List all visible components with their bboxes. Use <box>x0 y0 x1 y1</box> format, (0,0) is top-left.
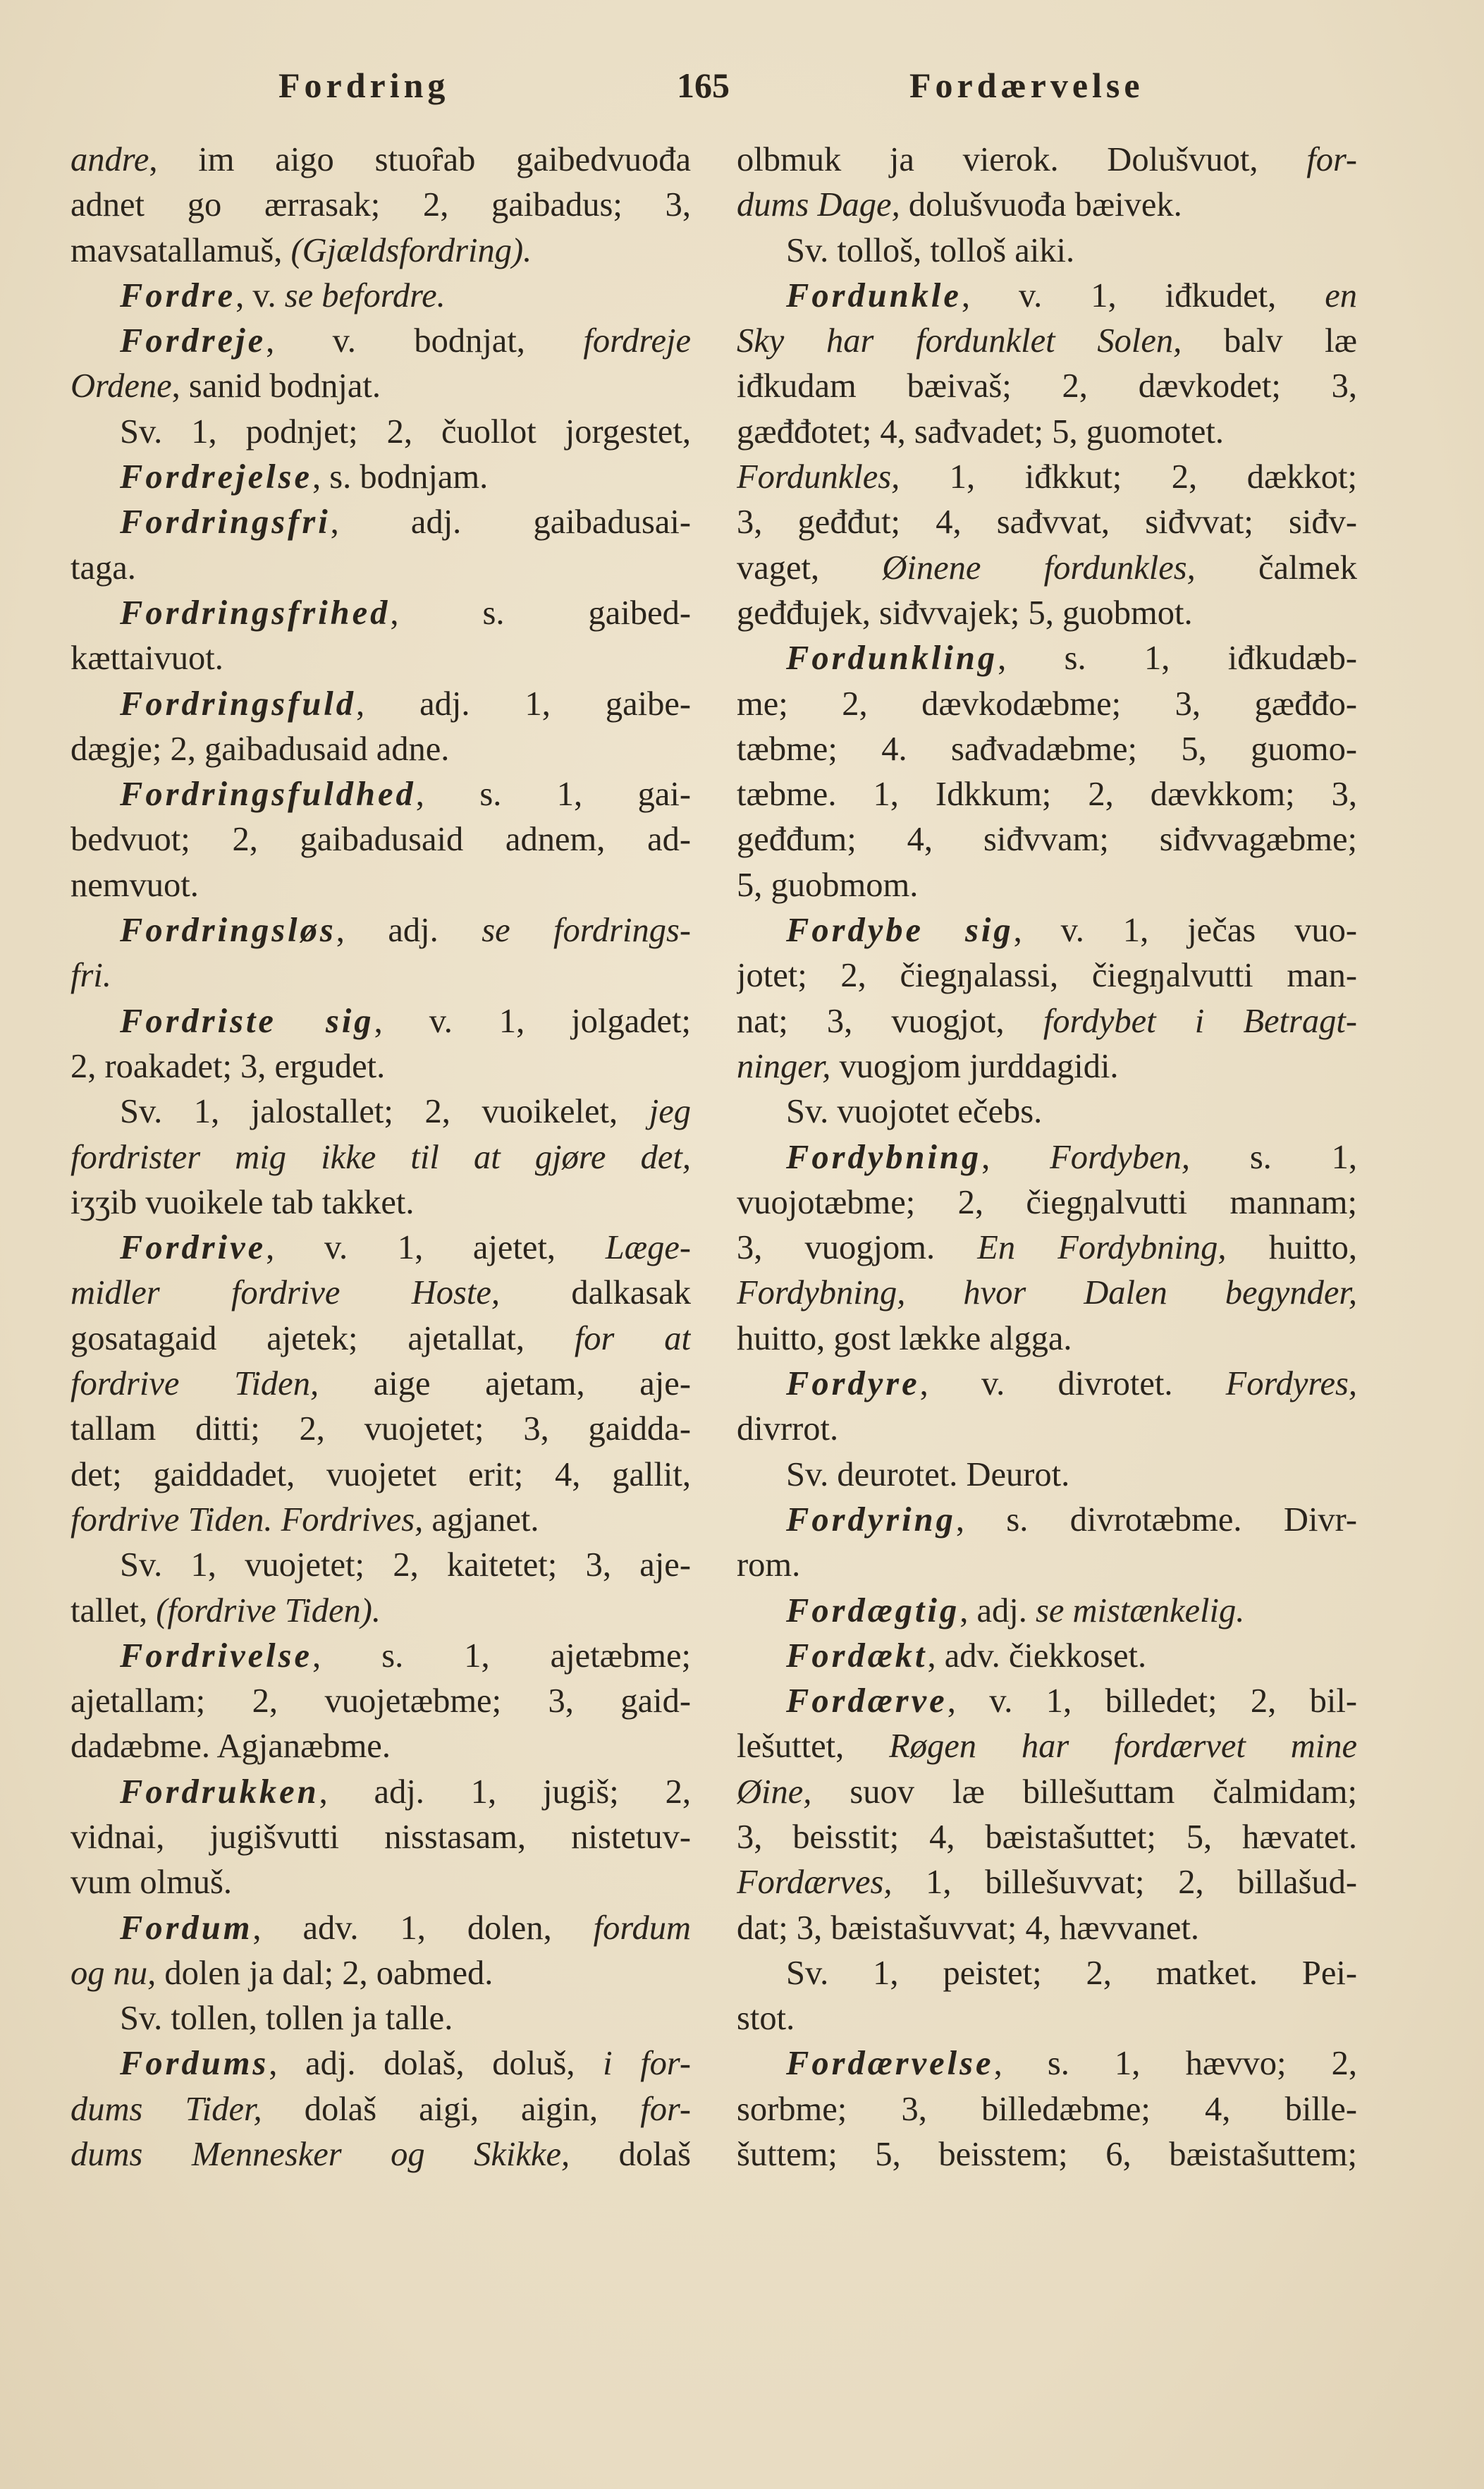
text-line <box>737 546 1357 591</box>
text-segment: 3, geđđut; 4, sađvvat, siđvvat; siđv- <box>737 503 1357 542</box>
text-line <box>70 183 691 228</box>
headword: Fordunkling <box>786 640 998 678</box>
text-segment: , adj. gaibadusai- <box>330 503 691 542</box>
headword: Fordærve <box>786 1682 948 1720</box>
text-segment: iʒʒib vuoikele tab takket. <box>70 1183 415 1221</box>
text-line <box>70 1589 691 1634</box>
text-segment: Sv. tolloš, tolloš aiki. <box>786 231 1075 269</box>
text-line <box>737 1679 1357 1724</box>
text-segment: Sv. deurotet. Deurot. <box>786 1455 1070 1493</box>
text-line <box>70 1180 691 1225</box>
text-segment: , sanid bodnjat. <box>171 367 381 405</box>
text-line <box>737 1044 1357 1089</box>
italic-text: Øine, <box>737 1773 812 1811</box>
headword: Fordrive <box>120 1229 266 1267</box>
italic-text: Ordene <box>70 367 172 405</box>
italic-text: Fordyres, <box>1225 1365 1357 1403</box>
text-segment: tallam ditti; 2, vuojetet; 3, gaidda- <box>70 1410 691 1448</box>
text-segment: suov læ billešuttam čalmidam; <box>811 1773 1357 1811</box>
text-segment: , v. 1, billedet; 2, bil- <box>947 1682 1357 1720</box>
text-segment: jotet; 2, čiegŋalassi, čiegŋalvutti man- <box>737 957 1357 995</box>
text-line <box>70 2132 691 2177</box>
text-line <box>70 1815 691 1860</box>
text-line <box>70 1089 691 1135</box>
italic-text: i for- <box>603 2045 691 2083</box>
italic-text: fordybet i Betragt- <box>1043 1002 1357 1040</box>
text-segment: dolen ja dal; 2, oabmed. <box>156 1954 493 1992</box>
text-line <box>70 500 691 545</box>
text-segment: šuttem; 5, beisstem; 6, bæistašuttem; <box>737 2136 1357 2174</box>
text-segment: det; gaiddadet, vuojetet erit; 4, gallit, <box>70 1455 691 1493</box>
text-segment: Sv. vuojotet ečebs. <box>786 1093 1043 1131</box>
text-segment: , v. 1, jolgadet; <box>374 1002 691 1040</box>
text-line <box>737 1589 1357 1634</box>
italic-text: Øinene fordunkles, <box>882 549 1196 587</box>
italic-text: Sky har fordunklet Solen, <box>737 322 1182 360</box>
italic-text: fordrive Tiden. Fordrives, <box>70 1500 424 1539</box>
text-segment: olbmuk ja vierok. Dolušvuot, <box>737 141 1307 178</box>
text-segment: 2, roakadet; 3, ergudet. <box>70 1047 386 1085</box>
text-segment: dægje; 2, gaibadusaid adne. <box>70 730 450 768</box>
text-line <box>70 953 691 998</box>
text-segment: čalmek <box>1195 549 1357 587</box>
text-segment: mavsatallamuš, <box>70 231 291 269</box>
page-number: 165 <box>677 66 730 105</box>
text-segment: vum olmuš. <box>70 1864 233 1902</box>
text-line <box>737 183 1357 228</box>
text-line <box>737 1906 1357 1951</box>
text-segment: lešuttet, <box>737 1727 890 1766</box>
headword: Fordringsfuldhed <box>120 776 416 814</box>
text-segment: Sv. 1, jalostallet; 2, vuoikelet, <box>120 1093 649 1131</box>
header-last-word: Fordærvelse <box>909 66 1144 105</box>
text-line <box>70 546 691 591</box>
text-line <box>737 908 1357 953</box>
text-segment: dalkasak <box>500 1274 691 1312</box>
headword: Fordybe sig <box>786 912 1014 950</box>
text-line <box>737 1724 1357 1769</box>
left-column <box>70 137 691 2177</box>
text-segment: 3, beisstit; 4, bæistašuttet; 5, hævatet. <box>737 1818 1357 1856</box>
text-segment: , v. bodnjat, <box>266 322 584 360</box>
text-segment: dolaš aigi, aigin, <box>262 2090 641 2128</box>
text-segment: dat; 3, bæistašuvvat; 4, hævvanet. <box>737 1909 1200 1947</box>
text-line <box>737 1407 1357 1452</box>
text-line <box>737 1225 1357 1271</box>
text-segment: iđkudam bæivaš; 2, dævkodet; 3, <box>737 367 1357 405</box>
text-segment: , s. bodnjam. <box>312 458 489 496</box>
text-line <box>737 1362 1357 1407</box>
text-line <box>737 1271 1357 1316</box>
text-segment: tallet, <box>70 1591 157 1629</box>
text-segment: sorbme; 3, billedæbme; 4, bille- <box>737 2090 1357 2128</box>
text-line <box>70 1860 691 1905</box>
headword: Fordre <box>120 276 236 314</box>
text-segment: me; 2, dævkodæbme; 3, gæđđo- <box>737 685 1357 723</box>
text-segment: 5, guobmom. <box>737 866 919 904</box>
text-line <box>70 1316 691 1362</box>
page-header <box>0 65 1484 121</box>
italic-text: ninger, <box>737 1047 831 1085</box>
text-segment: 1, billešuvvat; 2, billašud- <box>892 1864 1357 1902</box>
text-line <box>737 500 1357 545</box>
text-line <box>737 410 1357 455</box>
text-line <box>70 1634 691 1679</box>
text-segment: , <box>981 1138 1050 1176</box>
text-segment: taga. <box>70 549 136 587</box>
text-segment: 3, vuogjom. <box>737 1229 978 1267</box>
text-line <box>70 1679 691 1724</box>
text-line <box>70 2087 691 2132</box>
italic-text: Røgen har fordærvet mine <box>889 1727 1357 1766</box>
text-line <box>70 636 691 681</box>
text-line <box>737 1951 1357 1996</box>
text-segment: , s. 1, ajetæbme; <box>312 1637 691 1675</box>
headword: Fordægtig <box>786 1591 960 1629</box>
headword: Fordreje <box>120 322 266 360</box>
text-line <box>70 682 691 727</box>
text-segment: , v. 1, iđkudet, <box>961 276 1325 314</box>
text-line <box>70 999 691 1044</box>
headword: Fordrejelse <box>120 458 313 496</box>
headword: Fordybning <box>786 1138 982 1176</box>
italic-text: og nu, <box>70 1954 157 1992</box>
headword: Fordum <box>120 1909 253 1947</box>
italic-text: andre <box>70 141 149 178</box>
text-line <box>70 319 691 364</box>
text-segment: , adj. <box>959 1591 1036 1629</box>
text-line <box>737 1543 1357 1588</box>
text-line <box>70 1407 691 1452</box>
italic-text: (fordrive Tiden). <box>156 1591 381 1629</box>
text-line <box>737 591 1357 636</box>
text-line <box>70 1225 691 1271</box>
italic-text: En Fordybning, <box>977 1229 1227 1267</box>
text-segment: , adj. dolaš, doluš, <box>269 2045 603 2083</box>
text-line <box>70 1135 691 1180</box>
text-line <box>70 1453 691 1498</box>
text-segment: huitto, <box>1226 1229 1357 1267</box>
text-line <box>737 2087 1357 2132</box>
headword: Fordærvelse <box>786 2045 994 2083</box>
text-segment: gosatagaid ajetek; ajetallat, <box>70 1319 575 1357</box>
text-segment: dadæbme. Agjanæbme. <box>70 1727 391 1766</box>
italic-text: Fordunkles, <box>737 458 900 496</box>
text-line <box>737 364 1357 409</box>
text-line <box>737 1770 1357 1815</box>
italic-text: fordrister mig ikke til at gjøre det, <box>70 1138 691 1176</box>
text-segment: stot. <box>737 2000 795 2038</box>
text-line <box>737 455 1357 500</box>
text-segment: , adv. čiekkoset. <box>927 1637 1147 1675</box>
italic-text: for at <box>574 1319 691 1357</box>
text-segment: bedvuot; 2, gaibadusaid adnem, ad- <box>70 821 691 859</box>
headword: Fordringsfri <box>120 503 331 542</box>
text-segment: Sv. 1, podnjet; 2, čuollot jorgestet, <box>120 412 691 451</box>
text-line <box>70 1724 691 1769</box>
italic-text: for- <box>640 2090 691 2128</box>
text-line <box>70 817 691 862</box>
italic-text: Læge- <box>605 1229 691 1267</box>
italic-text: Fordyben, <box>1050 1138 1190 1176</box>
text-line <box>737 2132 1357 2177</box>
right-column <box>737 137 1357 2177</box>
text-line <box>70 228 691 274</box>
text-segment: geđđum; 4, siđvvam; siđvvagæbme; <box>737 821 1357 859</box>
text-line <box>70 772 691 817</box>
text-segment: adnet go ærrasak; 2, gaibadus; 3, <box>70 186 691 224</box>
text-line <box>70 1543 691 1588</box>
text-line <box>737 137 1357 183</box>
text-segment: nemvuot. <box>70 866 199 904</box>
text-line <box>737 228 1357 274</box>
text-segment: vuojotæbme; 2, čiegŋalvutti mannam; <box>737 1183 1357 1221</box>
text-segment: dolaš <box>570 2136 691 2174</box>
text-segment: , im aigo stuoȓab gaibedvuođa <box>149 141 691 178</box>
text-segment: geđđujek, siđvvajek; 5, guobmot. <box>737 594 1193 632</box>
text-segment: s. 1, <box>1190 1138 1357 1176</box>
italic-text: se mistænkelig. <box>1035 1591 1245 1629</box>
text-line <box>737 999 1357 1044</box>
text-line <box>70 908 691 953</box>
text-segment: tæbme. 1, Idkkum; 2, dævkkom; 3, <box>737 776 1357 814</box>
text-line <box>737 1453 1357 1498</box>
text-segment: divrrot. <box>737 1410 839 1448</box>
text-line <box>737 1498 1357 1543</box>
headword: Fordækt <box>786 1637 928 1675</box>
italic-text: Fordybning, hvor Dalen begynder, <box>737 1274 1357 1312</box>
text-segment: , s. gaibed- <box>390 594 691 632</box>
text-line <box>737 636 1357 681</box>
text-line <box>70 1271 691 1316</box>
text-line <box>737 1996 1357 2041</box>
headword: Fordriste sig <box>120 1002 374 1040</box>
text-line <box>737 863 1357 908</box>
text-line <box>70 1906 691 1951</box>
text-line <box>70 1770 691 1815</box>
text-segment: , adv. 1, dolen, <box>252 1909 594 1947</box>
text-line <box>737 274 1357 319</box>
headword: Fordunkle <box>786 276 962 314</box>
text-line <box>737 1316 1357 1362</box>
text-segment: , s. 1, iđkudæb- <box>998 640 1357 678</box>
text-segment: , v. 1, ajetet, <box>266 1229 606 1267</box>
headword: Fordringsfrihed <box>120 594 391 632</box>
italic-text: en <box>1325 276 1357 314</box>
header-first-word: Fordring <box>278 66 450 105</box>
italic-text: (Gjældsfordring). <box>290 231 532 269</box>
headword: Fordrivelse <box>120 1637 313 1675</box>
headword: Fordringsfuld <box>120 685 357 723</box>
italic-text: midler fordrive Hoste, <box>70 1274 500 1312</box>
text-line <box>70 591 691 636</box>
text-segment: rom. <box>737 1546 801 1584</box>
text-line <box>70 274 691 319</box>
text-segment: dolušvuođa bæivek. <box>900 186 1182 224</box>
text-segment: 1, iđkkut; 2, dækkot; <box>900 458 1357 496</box>
text-line <box>737 1860 1357 1905</box>
italic-text: dums Mennesker og Skikke, <box>70 2136 570 2174</box>
italic-text: dums Dage, <box>737 186 900 224</box>
italic-text: fordreje <box>583 322 691 360</box>
text-line <box>737 1634 1357 1679</box>
italic-text: se fordrings- <box>482 912 691 950</box>
text-line <box>737 682 1357 727</box>
text-line <box>70 1362 691 1407</box>
text-segment: , s. 1, gai- <box>415 776 691 814</box>
headword: Fordyre <box>786 1365 920 1403</box>
italic-text: Fordærves, <box>737 1864 893 1902</box>
text-line <box>737 727 1357 772</box>
text-segment: huitto, gost lække algga. <box>737 1319 1072 1357</box>
text-line <box>70 1498 691 1543</box>
text-segment: , adj. <box>336 912 482 950</box>
italic-text: fordum <box>593 1909 691 1947</box>
italic-text: jeg <box>649 1093 691 1131</box>
text-segment: agjanet. <box>423 1500 539 1539</box>
italic-text: for- <box>1306 141 1357 178</box>
text-line <box>737 953 1357 998</box>
headword: Fordringsløs <box>120 912 336 950</box>
headword: Fordrukken <box>120 1773 319 1811</box>
text-segment: vaget, <box>737 549 883 587</box>
text-line <box>70 2041 691 2086</box>
text-segment: , v. divrotet. <box>919 1365 1226 1403</box>
text-segment: kættaivuot. <box>70 640 223 678</box>
italic-text: fordrive Tiden, <box>70 1365 319 1403</box>
text-segment: Sv. tollen, tollen ja talle. <box>120 2000 453 2038</box>
text-segment: , s. divrotæbme. Divr- <box>955 1500 1357 1539</box>
text-line <box>70 410 691 455</box>
text-line <box>70 455 691 500</box>
text-segment: vuogjom jurddagidi. <box>830 1047 1119 1085</box>
text-segment: vidnai, jugišvutti nisstasam, nistetuv- <box>70 1818 691 1856</box>
text-segment: , v. <box>235 276 285 314</box>
text-segment: ajetallam; 2, vuojetæbme; 3, gaid- <box>70 1682 691 1720</box>
text-segment: Sv. 1, vuojetet; 2, kaitetet; 3, aje- <box>120 1546 691 1584</box>
text-line <box>737 1180 1357 1225</box>
text-segment: tæbme; 4. sađvadæbme; 5, guomo- <box>737 730 1357 768</box>
text-line <box>737 772 1357 817</box>
text-line <box>70 727 691 772</box>
text-segment: aige ajetam, aje- <box>319 1365 691 1403</box>
headword: Fordyring <box>786 1500 956 1539</box>
text-line <box>70 364 691 409</box>
text-line <box>737 817 1357 862</box>
text-line <box>737 1135 1357 1180</box>
text-segment: , adj. 1, jugiš; 2, <box>319 1773 691 1811</box>
text-segment: gæđđotet; 4, sađvadet; 5, guomotet. <box>737 412 1225 451</box>
text-line <box>737 319 1357 364</box>
italic-text: dums Tider, <box>70 2090 262 2128</box>
italic-text: fri. <box>70 957 111 995</box>
text-line <box>70 1996 691 2041</box>
text-line <box>737 2041 1357 2086</box>
text-segment: , s. 1, hævvo; 2, <box>993 2045 1357 2083</box>
headword: Fordums <box>120 2045 269 2083</box>
text-line <box>737 1815 1357 1860</box>
text-line <box>70 137 691 183</box>
text-line <box>737 1089 1357 1135</box>
text-segment: Sv. 1, peistet; 2, matket. Pei- <box>786 1954 1357 1992</box>
italic-text: se befordre. <box>284 276 446 314</box>
text-segment: , adj. 1, gaibe- <box>356 685 691 723</box>
text-segment: balv læ <box>1182 322 1357 360</box>
text-line <box>70 863 691 908</box>
text-segment: , v. 1, ječas vuo- <box>1013 912 1357 950</box>
text-segment: nat; 3, vuogjot, <box>737 1002 1043 1040</box>
text-line <box>70 1951 691 1996</box>
text-line <box>70 1044 691 1089</box>
